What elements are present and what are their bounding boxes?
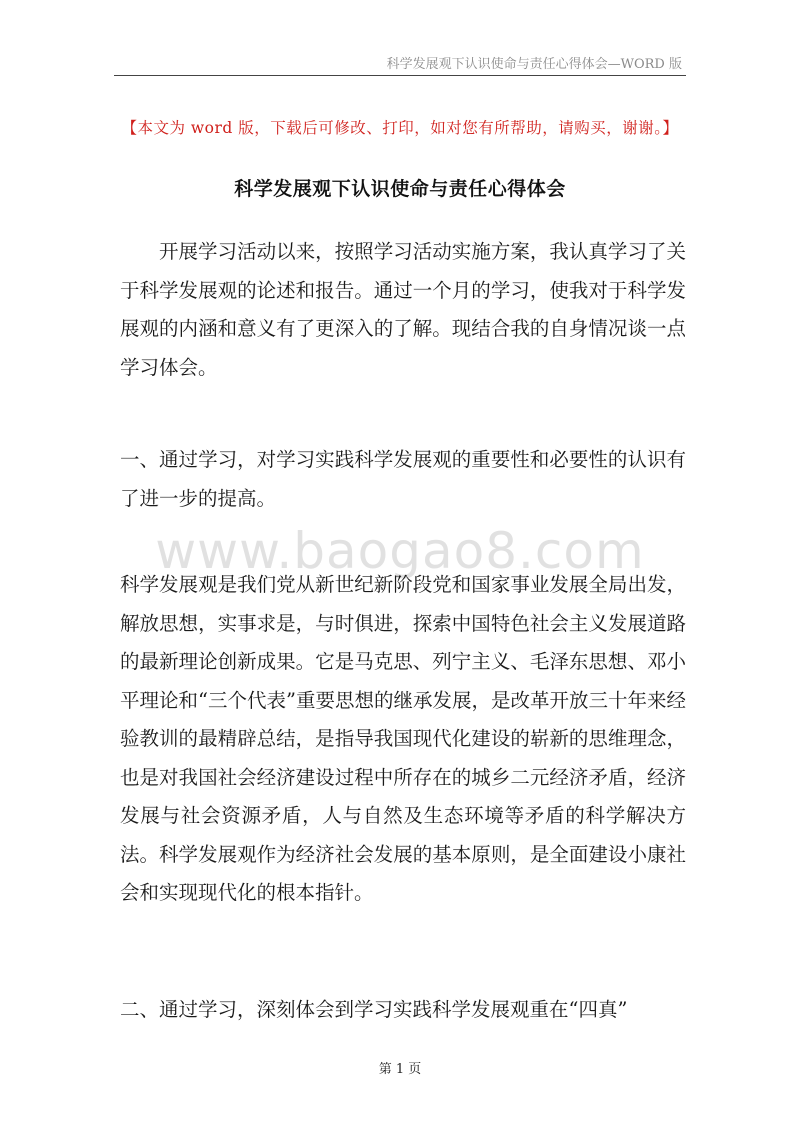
watermark: www.baogao8.com xyxy=(155,522,645,580)
page-number: 第 1 页 xyxy=(378,1062,422,1077)
body-paragraph: 科学发展观是我们党从新世纪新阶段党和国家事业发展全局出发，解放思想，实事求是，与时俱进，探索中国特色社会主义发展道路的最新理论创新成果。它是马克思、列宁主义、毛泽东思想、邓小平理论和“三个代表”重要思想的继承发展，是改革开放三十年来经验教训的最精辟总结，是指导我国现代化建设的崭新的思维理念，也是对我国社会经济建设过程中所存在的城乡二元经济矛盾，经济发展与社会资源矛盾，人与自然及生态环境等矛盾的科学解决方法。科学发展观作为经济社会发展的基本原则，是全面建设小康社会和实现现代化的根本指针。 xyxy=(120,573,686,904)
header-divider xyxy=(114,75,686,76)
page-header-text: 科学发展观下认识使命与责任心得体会—WORD 版 xyxy=(386,57,682,72)
document-title: 科学发展观下认识使命与责任心得体会 xyxy=(234,178,566,200)
download-notice: 【本文为 word 版，下载后可修改、打印，如对您有所帮助，请购买，谢谢。】 xyxy=(121,119,679,137)
intro-paragraph: 开展学习活动以来，按照学习活动实施方案，我认真学习了关于科学发展观的论述和报告。通过一个月的学习，使我对于科学发展观的内涵和意义有了更深入的了解。现结合我的自身情况谈一点学习体会。 xyxy=(120,240,686,379)
section-heading-2: 二、通过学习，深刻体会到学习实践科学发展观重在“四真” xyxy=(120,998,628,1021)
section-heading-1: 一、通过学习，对学习实践科学发展观的重要性和必要性的认识有了进一步的提高。 xyxy=(120,448,686,510)
